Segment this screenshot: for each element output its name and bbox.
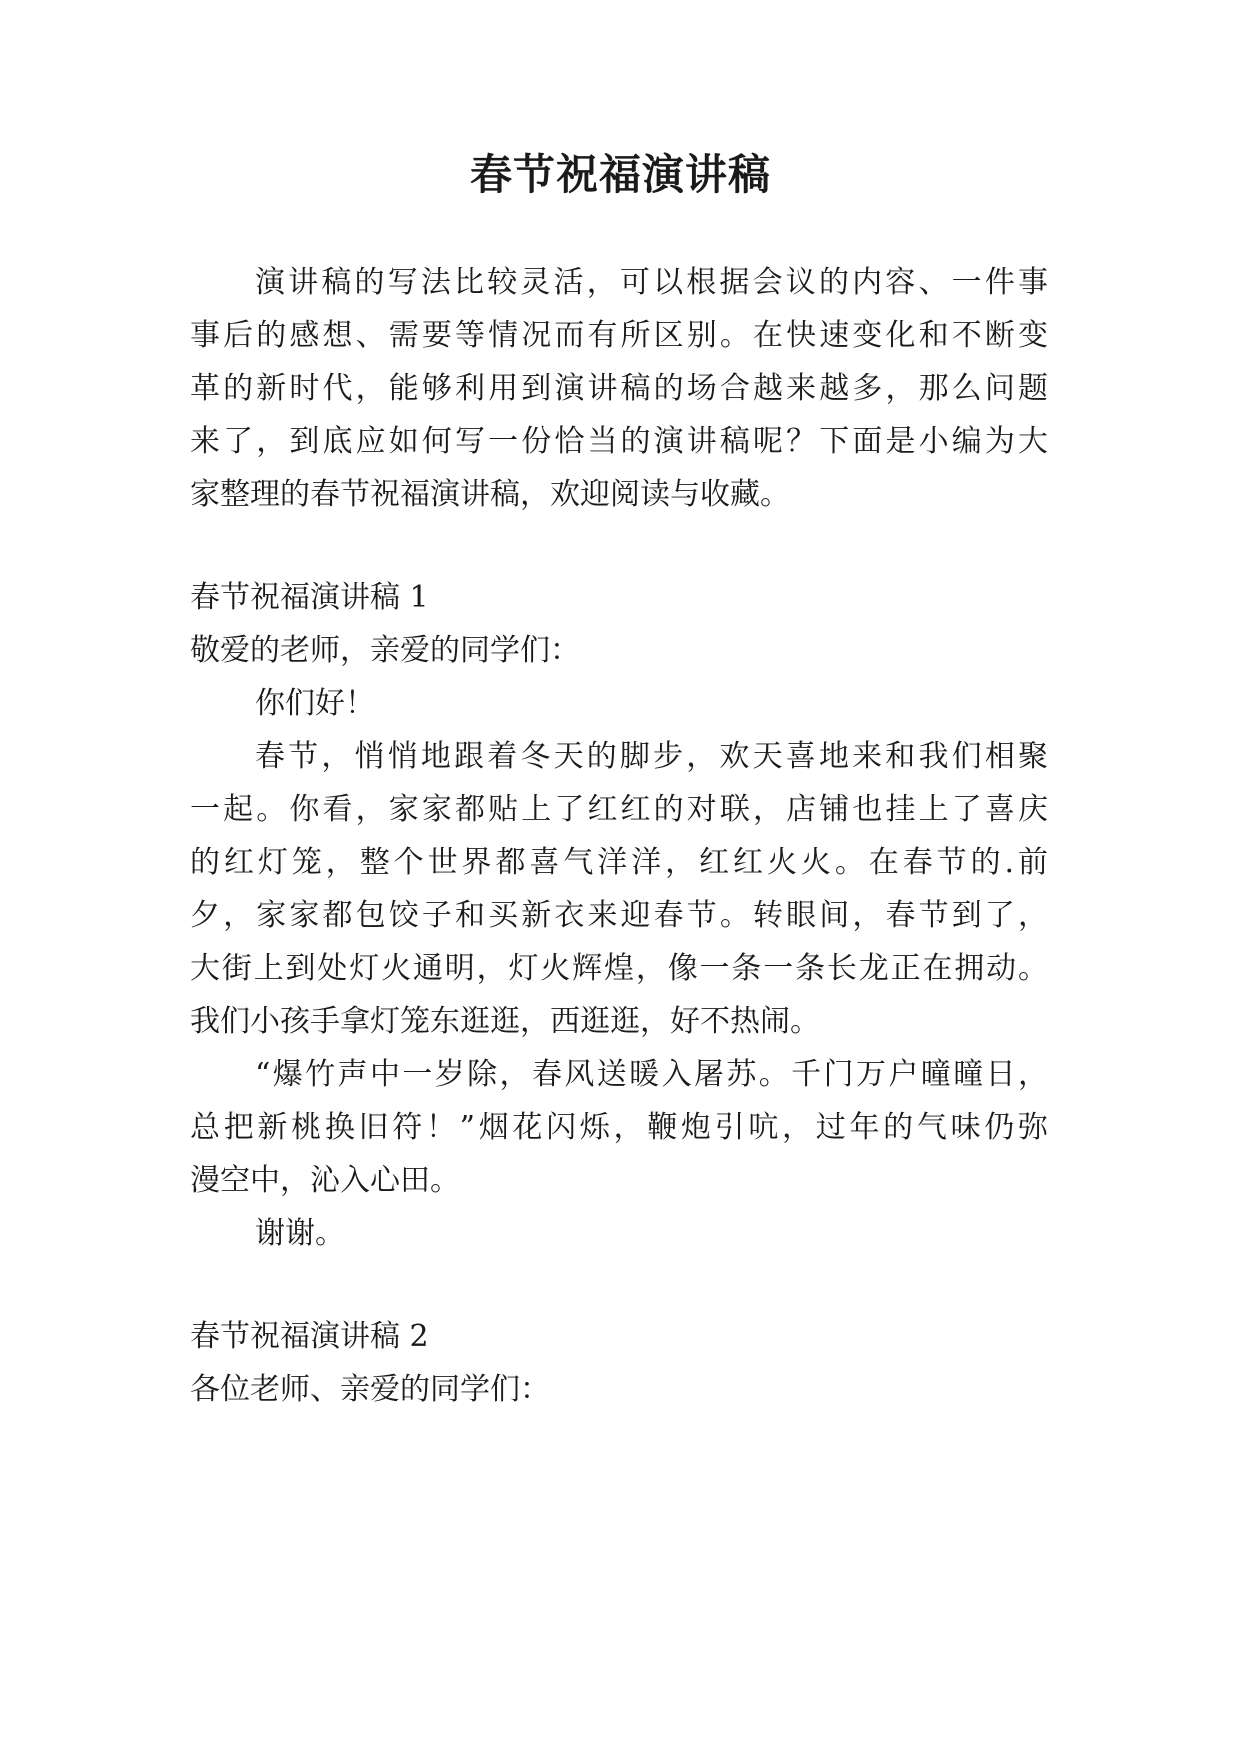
- greeting: 你们好！: [255, 686, 375, 721]
- body-line: “爆竹声中一岁除，春风送暖入屠苏。千门万户曈曈日，: [255, 1057, 1048, 1092]
- salutation: 敬爱的老师，亲爱的同学们：: [190, 633, 580, 668]
- document-title: 春节祝福演讲稿: [469, 150, 771, 199]
- section-heading: 春节祝福演讲稿 1: [190, 580, 429, 615]
- body-line: 春节，悄悄地跟着冬天的脚步，欢天喜地来和我们相聚: [255, 739, 1048, 774]
- intro-line: 家整理的春节祝福演讲稿，欢迎阅读与收藏。: [190, 477, 790, 512]
- intro-line: 事后的感想、需要等情况而有所区别。在快速变化和不断变: [190, 318, 1048, 353]
- body-line: 总把新桃换旧符！”烟花闪烁，鞭炮引吭，过年的气味仍弥: [190, 1110, 1048, 1145]
- body-line: 大街上到处灯火通明，灯火辉煌，像一条一条长龙正在拥动。: [190, 951, 1048, 986]
- closing-line: 谢谢。: [255, 1216, 345, 1251]
- intro-line: 革的新时代，能够利用到演讲稿的场合越来越多，那么问题: [190, 371, 1048, 406]
- section-heading: 春节祝福演讲稿 2: [190, 1319, 429, 1354]
- intro-line: 演讲稿的写法比较灵活，可以根据会议的内容、一件事: [255, 265, 1048, 300]
- body-line: 我们小孩手拿灯笼东逛逛，西逛逛，好不热闹。: [190, 1004, 820, 1039]
- body-line: 漫空中，沁入心田。: [190, 1163, 460, 1198]
- intro-line: 来了，到底应如何写一份恰当的演讲稿呢？下面是小编为大: [190, 424, 1048, 459]
- body-line: 的红灯笼，整个世界都喜气洋洋，红红火火。在春节的.前: [190, 845, 1048, 880]
- body-line: 夕，家家都包饺子和买新衣来迎春节。转眼间，春节到了，: [190, 898, 1048, 933]
- body-line: 一起。你看，家家都贴上了红红的对联，店铺也挂上了喜庆: [190, 792, 1048, 827]
- salutation: 各位老师、亲爱的同学们：: [190, 1372, 550, 1407]
